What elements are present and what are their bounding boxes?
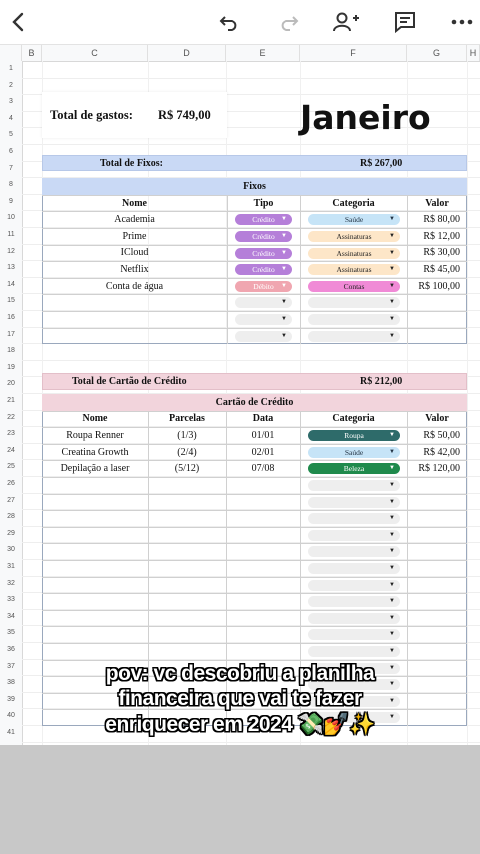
caption-line-3: enriquecer em 2024 💸💅✨ bbox=[105, 713, 375, 736]
fixos-title: Fixos bbox=[42, 178, 467, 195]
table-divider bbox=[42, 626, 467, 627]
dropdown-arrow-icon: ▼ bbox=[389, 681, 395, 688]
categoria-dropdown-empty[interactable] bbox=[308, 297, 400, 308]
dropdown-arrow-icon: ▼ bbox=[389, 614, 395, 621]
dropdown-arrow-icon: ▼ bbox=[281, 316, 287, 322]
fixos-header-1: Tipo bbox=[253, 197, 274, 209]
cartao-parcelas: (5/12) bbox=[174, 463, 200, 475]
table-divider bbox=[42, 527, 467, 528]
fixos-valor: R$ 100,00 bbox=[418, 280, 460, 292]
dropdown-arrow-icon: ▼ bbox=[389, 249, 395, 256]
dropdown-arrow-icon: ▼ bbox=[389, 565, 395, 571]
dropdown-arrow-icon: ▼ bbox=[389, 448, 395, 455]
col-header-c[interactable]: C bbox=[42, 45, 148, 61]
table-divider bbox=[42, 494, 467, 495]
corner-cell[interactable] bbox=[0, 45, 22, 61]
row-number[interactable]: 36 bbox=[7, 646, 15, 653]
row-number[interactable]: 16 bbox=[7, 314, 15, 321]
fixos-nome: Netflix bbox=[120, 263, 149, 275]
back-arrow-icon bbox=[10, 12, 26, 32]
dropdown-arrow-icon: ▼ bbox=[389, 515, 395, 522]
comment-icon bbox=[393, 10, 417, 34]
row-number[interactable]: 6 bbox=[9, 148, 13, 155]
row-number[interactable]: 30 bbox=[7, 546, 15, 554]
row-number[interactable]: 37 bbox=[7, 662, 15, 670]
total-gastos-label: Total de gastos: bbox=[50, 107, 133, 122]
row-number[interactable]: 33 bbox=[7, 596, 15, 604]
cartao-parcelas: (1/3) bbox=[177, 429, 197, 441]
cartao-parcelas: (2/4) bbox=[177, 446, 197, 458]
categoria-dropdown[interactable] bbox=[308, 264, 400, 275]
categoria-dropdown-label: Saúde bbox=[344, 215, 364, 225]
row-number[interactable]: 10 bbox=[7, 214, 15, 222]
fixos-nome: Conta de água bbox=[105, 280, 164, 292]
dropdown-arrow-icon: ▼ bbox=[389, 697, 395, 704]
fixos-valor: R$ 80,00 bbox=[423, 214, 460, 226]
fixos-nome: Prime bbox=[122, 230, 147, 242]
col-header-h[interactable]: H bbox=[467, 45, 480, 61]
row-number[interactable]: 38 bbox=[7, 679, 15, 687]
tipo-dropdown-empty[interactable] bbox=[235, 297, 292, 308]
table-divider bbox=[42, 195, 467, 196]
categoria-dropdown-label: Assinaturas bbox=[336, 248, 372, 258]
cartao-data: 07/08 bbox=[251, 463, 275, 475]
categoria-dropdown-empty[interactable] bbox=[308, 331, 400, 342]
table-divider bbox=[227, 195, 228, 344]
categoria-dropdown-empty[interactable] bbox=[308, 580, 400, 591]
spreadsheet-grid[interactable] bbox=[0, 44, 480, 746]
categoria-dropdown-empty[interactable] bbox=[308, 596, 400, 607]
col-header-f[interactable]: F bbox=[300, 45, 407, 61]
fixos-total-value: R$ 267,00 bbox=[360, 157, 403, 169]
fixos-nome: Academia bbox=[114, 214, 155, 226]
redo-icon bbox=[277, 13, 299, 31]
row-number[interactable]: 17 bbox=[7, 330, 15, 338]
categoria-dropdown-label: Roupa bbox=[344, 431, 364, 441]
categoria-dropdown-empty[interactable] bbox=[308, 646, 400, 657]
table-divider bbox=[42, 294, 467, 295]
cartao-header-2: Data bbox=[252, 413, 274, 425]
cartao-header-0: Nome bbox=[82, 413, 108, 425]
categoria-dropdown[interactable] bbox=[308, 463, 400, 474]
fixos-valor: R$ 30,00 bbox=[423, 247, 460, 259]
tipo-dropdown[interactable] bbox=[235, 264, 292, 275]
categoria-dropdown-label: Saúde bbox=[344, 447, 364, 457]
table-divider bbox=[42, 510, 467, 511]
dropdown-arrow-icon: ▼ bbox=[281, 282, 287, 289]
row-number[interactable]: 39 bbox=[7, 695, 15, 703]
fixos-header-2: Categoria bbox=[332, 197, 375, 209]
tipo-dropdown-label: Crédito bbox=[252, 248, 275, 258]
row-number[interactable]: 9 bbox=[9, 197, 13, 205]
categoria-dropdown-label: Assinaturas bbox=[336, 232, 372, 241]
table-divider bbox=[42, 660, 467, 661]
dropdown-arrow-icon: ▼ bbox=[389, 432, 395, 439]
table-divider bbox=[42, 411, 467, 412]
table-divider bbox=[42, 593, 467, 594]
cartao-valor: R$ 120,00 bbox=[418, 463, 460, 475]
categoria-dropdown-label: Beleza bbox=[343, 464, 365, 474]
caption-line-2: financeira que vai te fazer bbox=[118, 687, 362, 710]
back-button[interactable] bbox=[6, 8, 30, 36]
row-number[interactable]: 41 bbox=[7, 729, 15, 736]
dropdown-arrow-icon: ▼ bbox=[281, 216, 287, 223]
categoria-dropdown-empty[interactable] bbox=[308, 530, 400, 541]
dropdown-arrow-icon: ▼ bbox=[389, 531, 395, 538]
categoria-dropdown-label: Contas bbox=[343, 281, 365, 291]
col-header-e[interactable]: E bbox=[226, 45, 300, 61]
dropdown-arrow-icon: ▼ bbox=[389, 465, 395, 472]
row-number[interactable]: 3 bbox=[9, 98, 13, 106]
grid-line bbox=[22, 78, 480, 79]
row-number[interactable]: 4 bbox=[9, 114, 13, 122]
share-button[interactable] bbox=[330, 8, 362, 36]
table-divider bbox=[42, 477, 467, 478]
caption-line-1: pov: vc descobriu a planilha bbox=[105, 662, 375, 685]
row-number[interactable]: 35 bbox=[7, 629, 15, 637]
table-divider bbox=[300, 195, 301, 344]
dropdown-arrow-icon: ▼ bbox=[389, 299, 395, 306]
fixos-valor: R$ 45,00 bbox=[423, 263, 460, 275]
categoria-dropdown-empty[interactable] bbox=[308, 546, 400, 557]
categoria-dropdown[interactable] bbox=[308, 281, 400, 292]
dropdown-arrow-icon: ▼ bbox=[389, 216, 395, 223]
month-title: Janeiro bbox=[300, 97, 431, 137]
dropdown-arrow-icon: ▼ bbox=[389, 482, 395, 488]
cartao-header-1: Parcelas bbox=[169, 413, 205, 425]
cartao-total-label: Total de Cartão de Crédito bbox=[72, 376, 187, 387]
row-number[interactable]: 2 bbox=[9, 81, 13, 89]
row-number[interactable]: 24 bbox=[7, 446, 15, 454]
row-number[interactable]: 23 bbox=[7, 430, 15, 438]
row-number[interactable]: 19 bbox=[7, 363, 15, 371]
row-number[interactable]: 1 bbox=[9, 65, 13, 72]
tipo-dropdown-label: Crédito bbox=[252, 265, 275, 275]
table-divider bbox=[42, 543, 467, 544]
dropdown-arrow-icon: ▼ bbox=[389, 316, 395, 322]
row-number[interactable]: 14 bbox=[7, 280, 15, 288]
categoria-dropdown-empty[interactable] bbox=[308, 613, 400, 624]
more-icon bbox=[451, 19, 473, 25]
cartao-valor: R$ 42,00 bbox=[423, 446, 460, 458]
dropdown-arrow-icon: ▼ bbox=[389, 581, 395, 588]
row-number[interactable]: 21 bbox=[7, 397, 15, 404]
fixos-total-label: Total de Fixos: bbox=[100, 157, 163, 169]
tipo-dropdown[interactable] bbox=[235, 248, 292, 259]
dropdown-arrow-icon: ▼ bbox=[389, 548, 395, 555]
tipo-dropdown-label: Débito bbox=[253, 281, 274, 291]
dropdown-arrow-icon: ▼ bbox=[389, 332, 395, 339]
categoria-dropdown-empty[interactable] bbox=[308, 629, 400, 640]
cartao-data: 01/01 bbox=[251, 429, 275, 441]
row-header-bar bbox=[0, 61, 23, 746]
undo-icon bbox=[219, 13, 241, 31]
fixos-nome: ICloud bbox=[120, 247, 149, 259]
fixos-valor: R$ 12,00 bbox=[423, 230, 460, 242]
categoria-dropdown-empty[interactable] bbox=[308, 480, 400, 491]
row-number[interactable]: 22 bbox=[7, 413, 15, 421]
row-number[interactable]: 12 bbox=[7, 247, 15, 255]
row-number[interactable]: 7 bbox=[9, 164, 13, 172]
tipo-dropdown[interactable] bbox=[235, 214, 292, 225]
cartao-title: Cartão de Crédito bbox=[42, 394, 467, 411]
cartao-valor: R$ 50,00 bbox=[423, 429, 460, 441]
row-number[interactable]: 40 bbox=[7, 712, 15, 720]
cartao-nome: Depilação a laser bbox=[60, 463, 130, 475]
categoria-dropdown-label: Assinaturas bbox=[336, 265, 372, 275]
dropdown-arrow-icon: ▼ bbox=[389, 282, 395, 289]
categoria-dropdown-empty[interactable] bbox=[308, 513, 400, 524]
col-header-d[interactable]: D bbox=[148, 45, 226, 61]
row-number[interactable]: 5 bbox=[9, 131, 13, 139]
grid-line bbox=[22, 742, 480, 743]
dropdown-arrow-icon: ▼ bbox=[389, 648, 395, 654]
row-number[interactable]: 34 bbox=[7, 612, 15, 620]
tipo-dropdown-label: Crédito bbox=[252, 232, 275, 241]
table-divider bbox=[42, 311, 467, 312]
dropdown-arrow-icon: ▼ bbox=[281, 233, 287, 239]
row-number[interactable]: 13 bbox=[7, 264, 15, 272]
dropdown-arrow-icon: ▼ bbox=[389, 266, 395, 273]
redo-button[interactable] bbox=[274, 8, 302, 36]
comment-button[interactable] bbox=[390, 8, 420, 36]
col-header-g[interactable]: G bbox=[407, 45, 467, 61]
categoria-dropdown[interactable] bbox=[308, 248, 400, 259]
row-number[interactable]: 20 bbox=[7, 380, 15, 388]
table-divider bbox=[42, 560, 467, 561]
tipo-dropdown-label: Crédito bbox=[252, 215, 275, 225]
cartao-header-4: Valor bbox=[425, 413, 449, 425]
tipo-dropdown[interactable] bbox=[235, 231, 292, 242]
row-number[interactable]: 11 bbox=[7, 231, 15, 238]
add-person-icon bbox=[332, 11, 360, 33]
fixos-header-0: Nome bbox=[122, 197, 147, 209]
bottom-area bbox=[0, 745, 480, 854]
column-header-bar bbox=[0, 45, 480, 62]
dropdown-arrow-icon: ▼ bbox=[281, 249, 287, 256]
grid-line bbox=[467, 61, 468, 746]
cartao-header-3: Categoria bbox=[332, 413, 375, 425]
row-number[interactable]: 32 bbox=[7, 579, 15, 587]
more-button[interactable] bbox=[448, 8, 476, 36]
top-toolbar bbox=[0, 0, 480, 44]
row-number[interactable]: 25 bbox=[7, 463, 15, 471]
row-number[interactable]: 27 bbox=[7, 496, 15, 504]
dropdown-arrow-icon: ▼ bbox=[389, 233, 395, 239]
cartao-nome: Roupa Renner bbox=[66, 429, 124, 441]
fixos-header-3: Valor bbox=[425, 197, 449, 209]
dropdown-arrow-icon: ▼ bbox=[281, 332, 287, 339]
col-header-b[interactable]: B bbox=[22, 45, 42, 61]
dropdown-arrow-icon: ▼ bbox=[389, 714, 395, 721]
categoria-dropdown[interactable] bbox=[308, 214, 400, 225]
table-divider bbox=[42, 328, 467, 329]
row-number[interactable]: 8 bbox=[9, 181, 13, 189]
row-number[interactable]: 28 bbox=[7, 513, 15, 521]
row-number[interactable]: 18 bbox=[7, 347, 15, 355]
categoria-dropdown[interactable] bbox=[308, 430, 400, 441]
tipo-dropdown-empty[interactable] bbox=[235, 314, 292, 325]
categoria-dropdown-empty[interactable] bbox=[308, 314, 400, 325]
grid-line bbox=[22, 144, 480, 145]
total-gastos-value: R$ 749,00 bbox=[158, 107, 211, 122]
dropdown-arrow-icon: ▼ bbox=[281, 266, 287, 273]
row-number[interactable]: 29 bbox=[7, 529, 15, 537]
table-divider bbox=[42, 577, 467, 578]
table-divider bbox=[42, 610, 467, 611]
table-divider bbox=[42, 643, 467, 644]
cartao-data: 02/01 bbox=[251, 446, 275, 458]
categoria-dropdown[interactable] bbox=[308, 231, 400, 242]
grid-line bbox=[22, 360, 480, 361]
categoria-dropdown-empty[interactable] bbox=[308, 497, 400, 508]
dropdown-arrow-icon: ▼ bbox=[389, 498, 395, 505]
undo-button[interactable] bbox=[216, 8, 244, 36]
dropdown-arrow-icon: ▼ bbox=[281, 299, 287, 306]
dropdown-arrow-icon: ▼ bbox=[389, 664, 395, 671]
dropdown-arrow-icon: ▼ bbox=[389, 631, 395, 638]
categoria-dropdown[interactable] bbox=[308, 447, 400, 458]
tipo-dropdown-empty[interactable] bbox=[235, 331, 292, 342]
cartao-total-value: R$ 212,00 bbox=[360, 376, 403, 387]
dropdown-arrow-icon: ▼ bbox=[389, 598, 395, 605]
row-number[interactable]: 31 bbox=[7, 563, 15, 570]
row-number[interactable]: 15 bbox=[7, 297, 15, 305]
row-number[interactable]: 26 bbox=[7, 480, 15, 487]
tipo-dropdown[interactable] bbox=[235, 281, 292, 292]
cartao-nome: Creatina Growth bbox=[61, 446, 129, 458]
categoria-dropdown-empty[interactable] bbox=[308, 563, 400, 574]
